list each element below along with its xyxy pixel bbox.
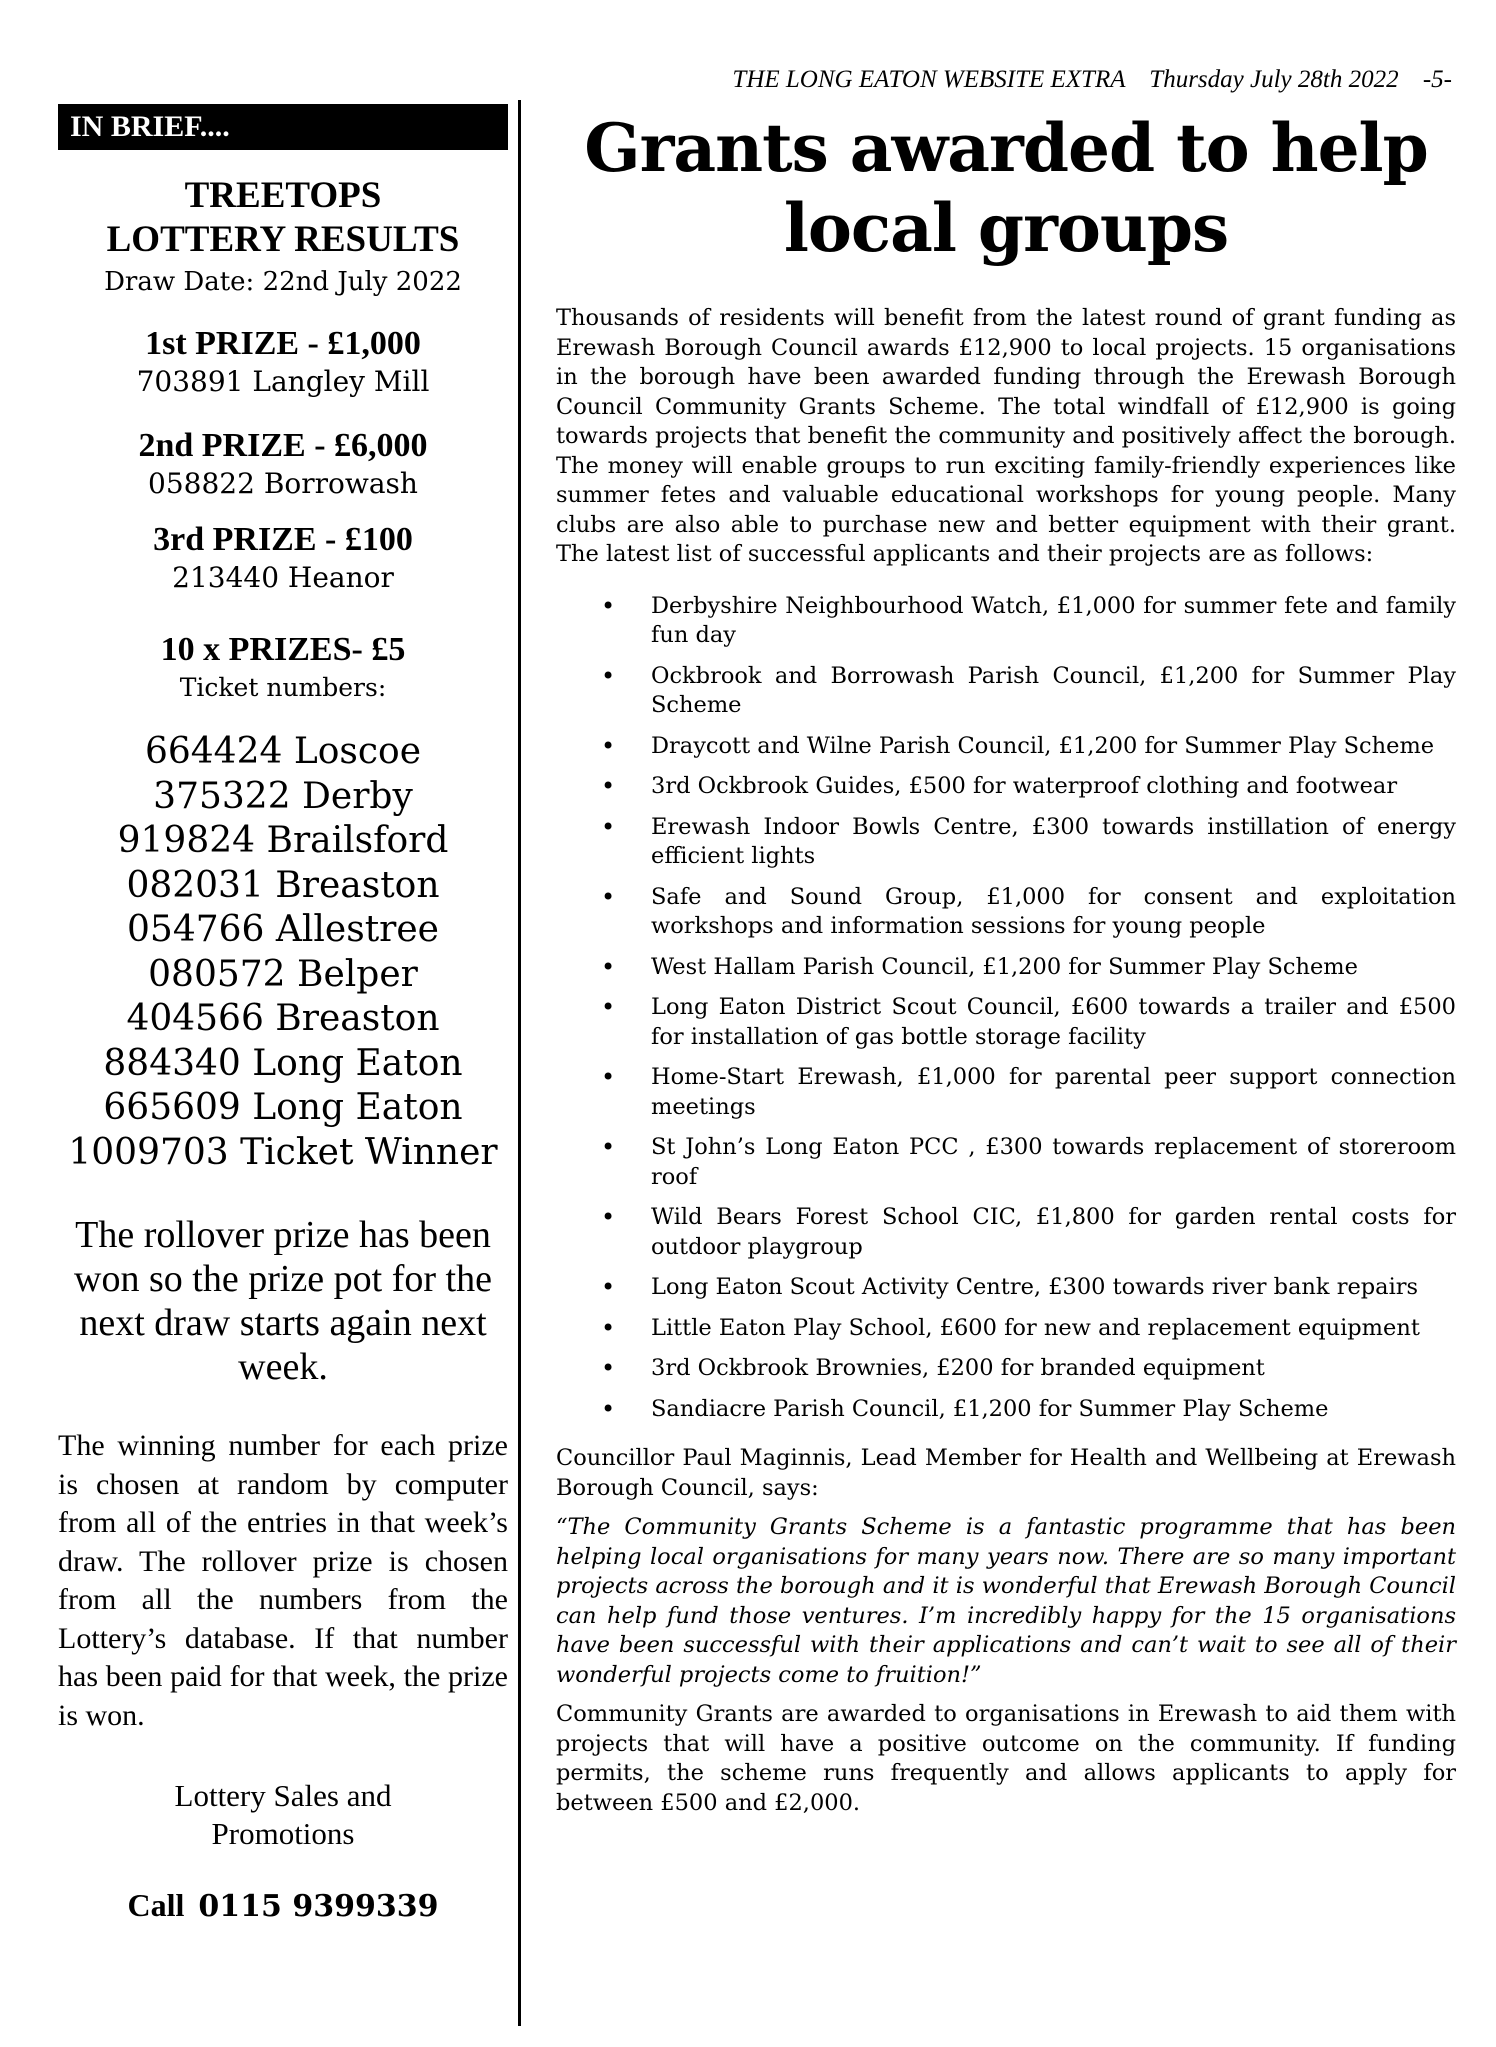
grants-list — [556, 592, 1456, 1425]
ticket-entry: 375322 Derby — [153, 775, 413, 817]
column-divider — [518, 100, 521, 2026]
article — [556, 104, 1456, 1818]
ticket-entry: 080572 Belper — [148, 953, 418, 995]
ticket-list — [58, 730, 508, 1175]
sales-promotions — [58, 1777, 508, 1853]
ticket-entry: 054766 Allestree — [127, 909, 439, 950]
grant-item: • Erewash Indoor Bowls Centre, £300 towards instillation of energy efficient lights — [651, 813, 1456, 872]
ticket-entry: 665609 Long Eaton — [103, 1087, 463, 1128]
article-intro: Thousands of residents will benefit from the latest round of grant funding as Erewash Borough Council awards £12,900 to local projects. 15 organisations in the borough have been awarded funding through the Erewash Borough Council Community Grants Scheme. The total windfall of £12,900 is going towards projects that benefit the community and positively affect the borough. The money will enable groups to run exciting family-friendly experiences like summer fetes and valuable educational workshops for young people. Many clubs are also able to purchase new and better equipment with their grant. The latest list of successful applicants and their projects are as follows: — [556, 305, 1456, 567]
grant-item: • West Hallam Parish Council, £1,200 for Summer Play Scheme — [651, 953, 1456, 983]
prize-winner: 703891 Langley Mill — [136, 365, 430, 398]
grant-item: • Sandiacre Parish Council, £1,200 for Summer Play Scheme — [651, 1395, 1456, 1425]
in-brief-bar: IN BRIEF.... — [58, 104, 508, 150]
grant-item: • St John’s Long Eaton PCC , £300 towards replacement of storeroom roof — [651, 1133, 1456, 1192]
call-line — [58, 1887, 508, 1924]
grant-item: • Home-Start Erewash, £1,000 for parental peer support connection meetings — [651, 1063, 1456, 1122]
rollover-notice: The rollover prize has been won so the prize pot for the next draw starts again next week. — [74, 1214, 492, 1388]
draw-date: Draw Date: 22nd July 2022 — [104, 267, 462, 297]
in-brief-column — [58, 104, 508, 1924]
grant-item: • Draycott and Wilne Parish Council, £1,200 for Summer Play Scheme — [651, 732, 1456, 762]
lottery-explanation: The winning number for each prize is chosen at random by computer from all of the entries in that week’s draw. The rollover prize is chosen from all the numbers from the Lottery’s database. If that number has been paid for that week, the prize is won. — [58, 1429, 508, 1732]
sales-line1: Lottery Sales and — [174, 1778, 392, 1813]
prize-winner: 058822 Borrowash — [148, 467, 418, 500]
page-number: -5- — [1422, 66, 1452, 93]
lottery-title — [58, 174, 508, 262]
ticket-entry: 404566 Breaston — [126, 998, 440, 1039]
phone-number: 0115 9399339 — [198, 1889, 439, 1924]
page-header — [0, 66, 1452, 94]
prize-winner: 213440 Heanor — [172, 561, 394, 594]
prize-block — [58, 520, 508, 596]
ticket-entry: 082031 Breaston — [126, 864, 440, 906]
ticket-entry: 664424 Loscoe — [144, 731, 422, 772]
lottery-title-line1: TREETOPS — [184, 175, 382, 216]
publication-date: Thursday July 28th 2022 — [1149, 66, 1399, 93]
call-label: Call — [127, 1887, 185, 1923]
prize-title: 1st PRIZE - £1,000 — [145, 325, 421, 362]
prize-title: 3rd PRIZE - £100 — [153, 521, 413, 558]
grant-item: • Long Eaton Scout Activity Centre, £300 towards river bank repairs — [651, 1273, 1456, 1303]
prize-title: 2nd PRIZE - £6,000 — [138, 427, 428, 464]
grant-item: • Ockbrook and Borrowash Parish Council, £1,200 for Summer Play Scheme — [651, 662, 1456, 721]
prize-block — [58, 324, 508, 400]
grant-item: • Safe and Sound Group, £1,000 for consent and exploitation workshops and information sessions for young people — [651, 883, 1456, 942]
ticket-entry: 1009703 Ticket Winner — [68, 1131, 498, 1173]
lottery-title-line2: LOTTERY RESULTS — [106, 219, 460, 260]
grant-item: • Wild Bears Forest School CIC, £1,800 for garden rental costs for outdoor playgroup — [651, 1203, 1456, 1262]
headline-line1: Grants awarded to help — [584, 109, 1428, 187]
sales-line2: Promotions — [211, 1816, 355, 1851]
grant-item: • Long Eaton District Scout Council, £600 towards a trailer and £500 for installation of gas bottle storage facility — [651, 993, 1456, 1052]
councillor-attribution: Councillor Paul Maginnis, Lead Member for Health and Wellbeing at Erewash Borough Council, says: — [556, 1445, 1456, 1501]
article-closing: Community Grants are awarded to organisations in Erewash to aid them with projects that will have a positive outcome on the community. If funding permits, the scheme runs frequently and allows applicants to apply for between £500 and £2,000. — [556, 1701, 1456, 1816]
grant-item: • Little Eaton Play School, £600 for new and replacement equipment — [651, 1314, 1456, 1344]
ticket-entry: 919824 Brailsford — [117, 820, 449, 861]
grant-item: • Derbyshire Neighbourhood Watch, £1,000 for summer fete and family fun day — [651, 592, 1456, 651]
article-headline — [556, 108, 1456, 268]
ticket-numbers-label: Ticket numbers: — [179, 673, 387, 702]
councillor-quote: “The Community Grants Scheme is a fantastic programme that has been helping local organisations for many years now. There are so many important projects across the borough and it is wonderful that Erewash Borough Council can help fund those ventures. I’m incredibly happy for the 15 organisations have been successful with their applications and can’t wait to see all of their wonderful projects come to fruition!” — [556, 1514, 1456, 1688]
prize-block — [58, 426, 508, 502]
ticket-entry: 884340 Long Eaton — [103, 1042, 463, 1084]
grant-item: • 3rd Ockbrook Guides, £500 for waterproof clothing and footwear — [651, 772, 1456, 802]
headline-line2: local groups — [783, 189, 1229, 267]
publication-name: THE LONG EATON WEBSITE EXTRA — [732, 66, 1126, 93]
small-prizes-title: 10 x PRIZES- £5 — [160, 631, 406, 668]
grant-item: • 3rd Ockbrook Brownies, £200 for branded equipment — [651, 1354, 1456, 1384]
